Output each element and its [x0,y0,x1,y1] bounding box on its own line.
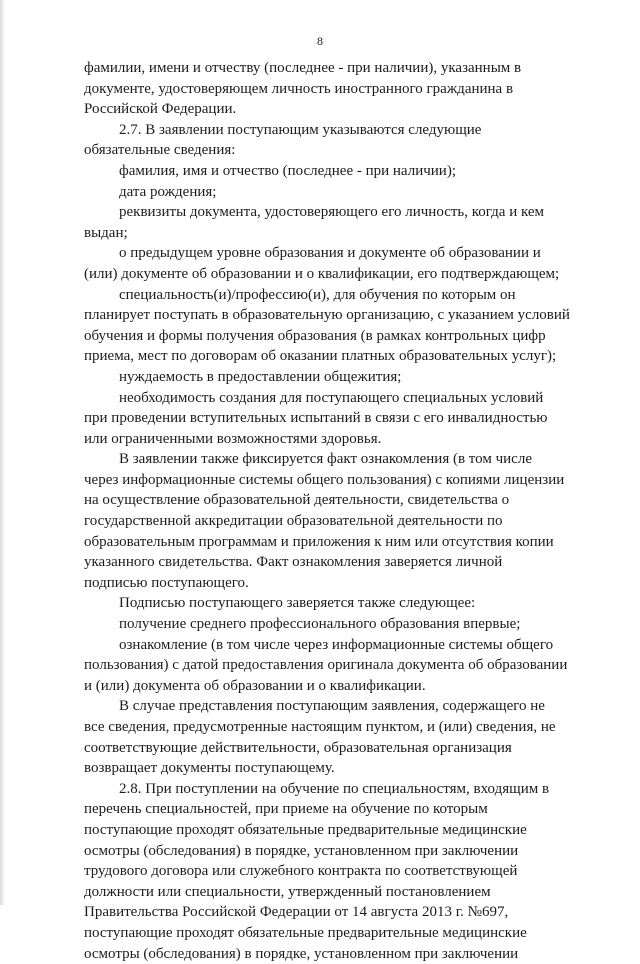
scan-edge-shadow [0,0,6,905]
text-line: или ограниченными возможностями здоровья. [84,430,382,447]
text-line: дата рождения; [119,183,217,200]
text-line: осмотры (обследования) в порядке, установленном при заключении [84,945,519,962]
text-line: осмотры (обследования) в порядке, установленном при заключении [84,842,519,859]
text-line: возвращает документы поступающему. [84,760,335,777]
text-line: указанного свидетельства. Факт ознакомления заверяется личной [84,554,503,571]
text-line: выдан; [84,224,128,241]
text-line: образовательным программам и приложения к ним или отсутствия копии [84,533,554,550]
text-line: Российской Федерации. [84,101,237,118]
text-line: и (или) документа об образовании и о квалификации. [84,677,426,694]
text-line: В заявлении также фиксируется факт ознакомления (в том числе [119,451,532,468]
text-line: о предыдущем уровне образования и документе об образовании и [119,245,541,262]
text-line: необходимость создания для поступающего специальных условий [119,389,544,406]
text-line: при проведении вступительных испытаний в связи с его инвалидностью [84,410,548,427]
text-line: ознакомление (в том числе через информационные системы общего [119,636,554,653]
text-line: соответствующие действительности, образовательная организация [84,739,512,756]
text-line: специальность(и)/профессию(и), для обучения по которым он [119,286,516,303]
text-line: поступающие проходят обязательные предварительные медицинские [84,821,527,838]
text-line: поступающие проходят обязательные предварительные медицинские [84,924,527,941]
text-line: фамилия, имя и отчество (последнее - при наличии); [119,162,456,179]
text-line: В случае представления поступающим заявления, содержащего не [119,698,545,715]
text-line: на осуществление образовательной деятельности, свидетельства о [84,492,510,509]
text-line: обязательные сведения: [84,142,236,159]
text-line: документе, удостоверяющем личность иностранного гражданина в [84,80,514,97]
text-line: трудового договора или служебного контракта по соответствующей [84,863,518,880]
text-line: (или) документе об образовании и о квалификации, его подтверждающем; [84,265,560,282]
text-line: приема, мест по договорам об оказании платных образовательных услуг); [84,348,557,365]
text-line: получение среднего профессионального образования впервые; [119,616,521,633]
text-line: все сведения, предусмотренные настоящим пунктом, и (или) сведения, не [84,719,556,735]
text-line: планирует поступать в образовательную организацию, с указанием условий [84,307,570,324]
text-line: Подписью поступающего заверяется также следующее: [119,595,476,612]
text-line: реквизиты документа, удостоверяющего его личность, когда и кем [119,204,545,221]
text-line: нуждаемость в предоставлении общежития; [119,368,402,385]
text-line: 2.7. В заявлении поступающим указываются следующие [119,121,482,138]
text-line: перечень специальностей, при приеме на обучение по которым [84,801,488,818]
document-body [84,58,578,964]
text-line: фамилии, имени и отчеству (последнее - при наличии), указанным в [84,60,522,76]
page-number: 8 [317,34,323,48]
text-line: Правительства Российской Федерации от 14 августа 2013 г. №697, [84,904,509,921]
text-line: государственной аккредитации образовательной деятельности по [84,513,503,530]
text-line: 2.8. При поступлении на обучение по специальностям, входящим в [119,780,550,797]
text-line: пользования) с датой предоставления оригинала документа об образовании [84,657,568,674]
text-line: подписью поступающего. [84,574,249,591]
text-line: через информационные системы общего пользования) с копиями лицензии [84,471,565,488]
text-line: обучения и формы получения образования (в рамках контрольных цифр [84,327,546,344]
text-line: должности или специальности, утвержденный постановлением [84,883,491,900]
